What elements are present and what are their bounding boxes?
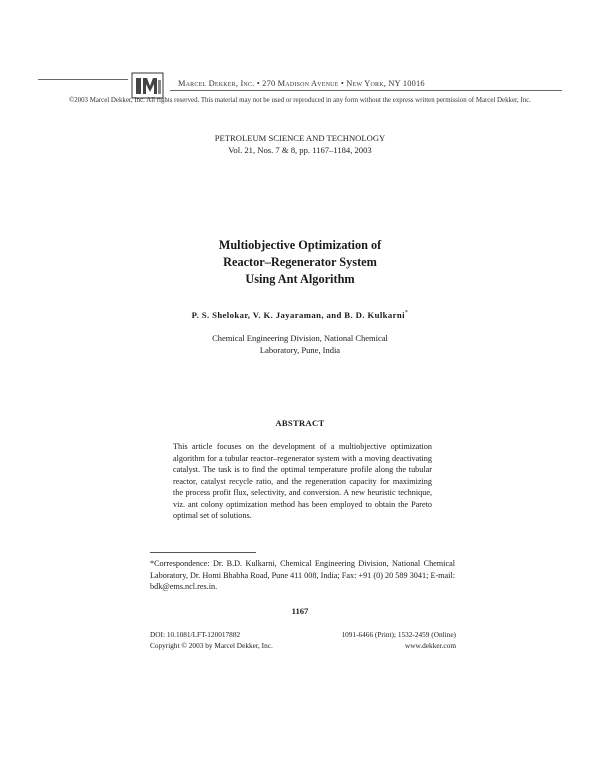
journal-info [0, 132, 600, 156]
correspondence-footnote: *Correspondence: Dr. B.D. Kulkarni, Chemical Engineering Division, National Chemical Laboratory, Dr. Homi Bhabha Road, Pune 411 008, India; Fax: +91 (0) 20 589 3041; E-mail: bdk@ems.ncl.res.in. [150, 559, 455, 591]
title-line: Using Ant Algorithm [245, 272, 355, 286]
header-rule-right [170, 90, 562, 91]
bottom-left-info [150, 630, 273, 651]
header-rule-left [38, 79, 128, 80]
issn: 1091-6466 (Print); 1532-2459 (Online) [341, 630, 456, 639]
abstract-text: This article focuses on the development of a multiobjective optimization algorithm for a tubular reactor–regenerator system with a moving deactivating catalyst. The task is to find the optimal temperature profile along the tubular reactor, catalyst recycle ratio, and the regeneration capacity for maximizing the process profit flux, selectivity, and conversion. A new heuristic technique, viz. ant colony optimization method has been employed to obtain the Pareto optimal set of solutions. [173, 442, 432, 520]
affiliation-line: Chemical Engineering Division, National Chemical [212, 333, 388, 343]
publisher-copyright: Copyright © 2003 by Marcel Dekker, Inc. [150, 640, 273, 650]
author-list: P. S. Shelokar, V. K. Jayaraman, and B. D. Kulkarni [191, 310, 405, 320]
page-number: 1167 [291, 606, 309, 616]
article-title [0, 237, 600, 288]
footnote-rule [150, 552, 256, 553]
doi: DOI: 10.1081/LFT-120017882 [150, 630, 241, 639]
affiliation-line: Laboratory, Pune, India [259, 344, 341, 355]
bottom-right-info [341, 630, 456, 651]
title-line: Reactor–Regenerator System [223, 255, 377, 269]
affiliation [0, 333, 600, 356]
publisher-line: Marcel Dekker, Inc. • 270 Madison Avenue • New York, NY 10016 [178, 79, 425, 88]
marcel-dekker-logo-icon [131, 72, 164, 99]
authors [0, 310, 600, 320]
abstract-heading: ABSTRACT [275, 418, 325, 428]
journal-citation: Vol. 21, Nos. 7 & 8, pp. 1167–1184, 2003 [228, 145, 372, 155]
copyright-notice: ©2003 Marcel Dekker, Inc. All rights reserved. This material may not be used or reproduced in any form without the express written permission of Marcel Dekker, Inc. [68, 97, 532, 104]
journal-name: PETROLEUM SCIENCE AND TECHNOLOGY [214, 133, 386, 143]
title-line: Multiobjective Optimization of [218, 238, 382, 252]
publisher-website: www.dekker.com [405, 640, 456, 650]
corresponding-author-mark: * [404, 310, 409, 317]
